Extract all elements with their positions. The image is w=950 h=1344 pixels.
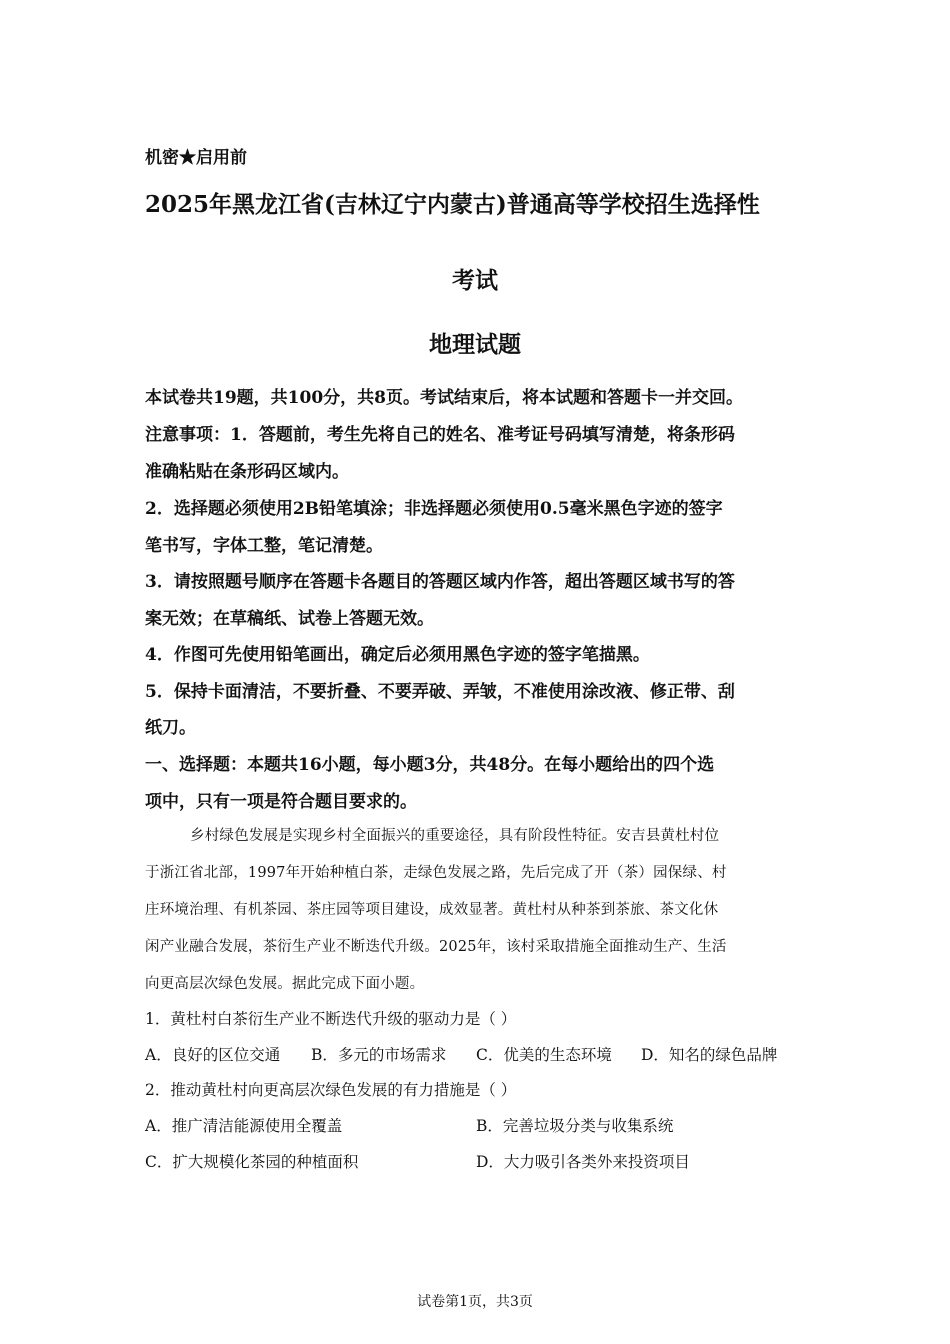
question-1-option-a: A．良好的区位交通: [145, 1046, 281, 1064]
question-1-stem: 1．黄杜村白茶衍生产业不断迭代升级的驱动力是（ ）: [145, 1010, 517, 1028]
exam-summary: 本试卷共19题，共100分，共8页。考试结束后，将本试题和答题卡一并交回。: [145, 388, 743, 408]
passage-line2: 于浙江省北部，1997年开始种植白茶，走绿色发展之路，先后完成了开（茶）园保绿、村: [145, 865, 727, 881]
question-2-option-d: D．大力吸引各类外来投资项目: [476, 1153, 690, 1171]
note3-line1: 3．请按照题号顺序在答题卡各题目的答题区域内作答，超出答题区域书写的答: [145, 572, 735, 592]
subject-title: 地理试题: [429, 331, 521, 358]
question-1-option-d: D．知名的绿色品牌: [641, 1046, 778, 1064]
classification-label: 机密★启用前: [145, 148, 247, 168]
note1-line1: 注意事项：1．答题前，考生先将自己的姓名、准考证号码填写清楚，将条形码: [145, 425, 735, 445]
question-1-option-b: B．多元的市场需求: [311, 1046, 447, 1064]
note1-line2: 准确粘贴在条形码区域内。: [145, 462, 349, 482]
note2-line1: 2．选择题必须使用2B铅笔填涂；非选择题必须使用0.5毫米黑色字迹的签字: [145, 499, 723, 519]
note3-line2: 案无效；在草稿纸、试卷上答题无效。: [145, 609, 434, 629]
exam-title-line1: 2025年黑龙江省(吉林辽宁内蒙古)普通高等学校招生选择性: [145, 191, 760, 218]
exam-title-line2: 考试: [452, 267, 498, 294]
section-heading-line1: 一、选择题：本题共16小题，每小题3分，共48分。在每小题给出的四个选: [145, 755, 715, 775]
note4: 4．作图可先使用铅笔画出，确定后必须用黑色字迹的签字笔描黑。: [145, 645, 650, 665]
question-2-option-c: C．扩大规模化茶园的种植面积: [145, 1153, 359, 1171]
note5-line2: 纸刀。: [145, 718, 196, 738]
passage-line4: 闲产业融合发展，茶衍生产业不断迭代升级。2025年，该村采取措施全面推动生产、生活: [145, 939, 727, 955]
question-1-option-c: C．优美的生态环境: [476, 1046, 612, 1064]
passage-line3: 庄环境治理、有机茶园、茶庄园等项目建设，成效显著。黄杜村从种茶到茶旅、茶文化休: [145, 902, 719, 918]
passage-line1: 乡村绿色发展是实现乡村全面振兴的重要途径，具有阶段性特征。安吉县黄杜村位: [190, 828, 720, 844]
page-footer: 试卷第1页，共3页: [417, 1294, 533, 1310]
passage-line5: 向更高层次绿色发展。据此完成下面小题。: [145, 976, 425, 992]
section-heading-line2: 项中，只有一项是符合题目要求的。: [145, 792, 417, 812]
question-2-stem: 2．推动黄杜村向更高层次绿色发展的有力措施是（ ）: [145, 1081, 517, 1099]
note5-line1: 5．保持卡面清洁，不要折叠、不要弄破、弄皱，不准使用涂改液、修正带、刮: [145, 682, 735, 702]
question-2-option-b: B．完善垃圾分类与收集系统: [476, 1117, 674, 1135]
question-2-option-a: A．推广清洁能源使用全覆盖: [145, 1117, 343, 1135]
note2-line2: 笔书写，字体工整，笔记清楚。: [145, 536, 383, 556]
